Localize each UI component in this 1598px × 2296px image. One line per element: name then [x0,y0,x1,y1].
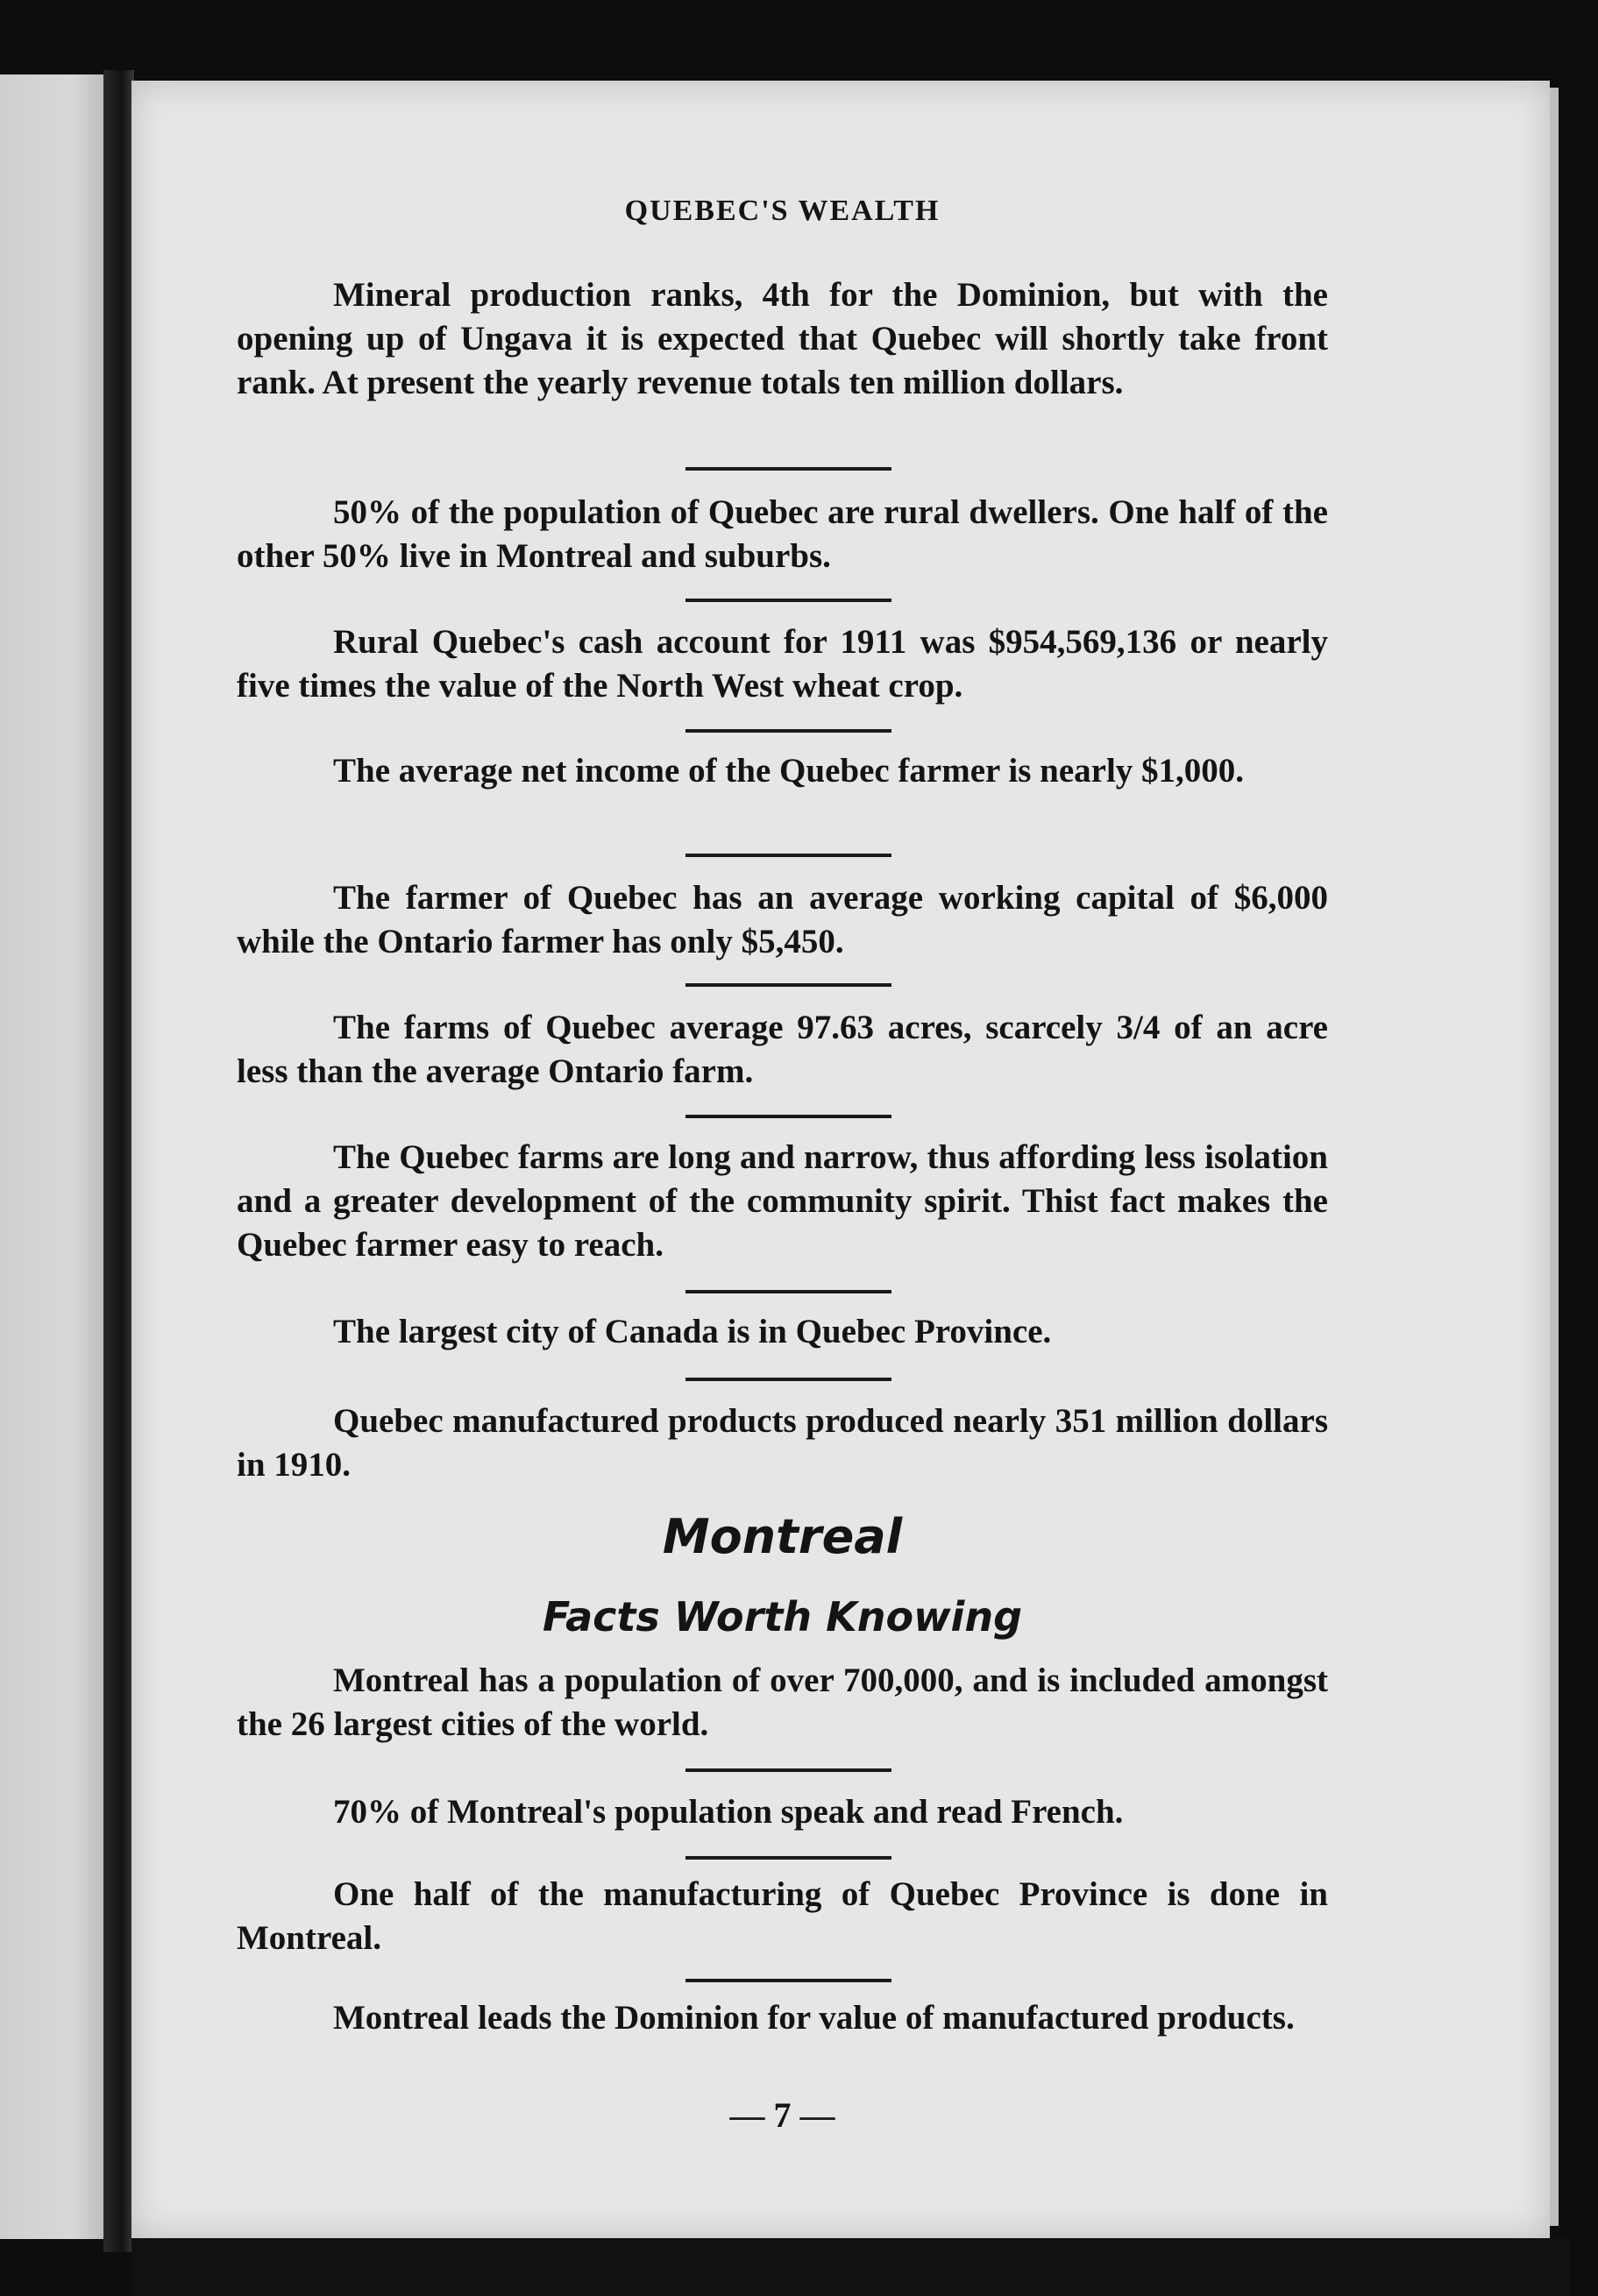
section-title: Montreal [662,1509,903,1564]
paragraph-manufacturing-share: One half of the manufacturing of Quebec Province is done in Montreal. [237,1875,1328,1957]
paragraph-net-income: The average net income of the Quebec farmer is nearly $1,000. [333,752,1245,790]
bottom-shadow [131,2238,1569,2296]
section-subtitle: Facts Worth Knowing [542,1593,1023,1641]
paragraph-montreal-population: Montreal has a population of over 700,000, and is included amongst the 26 largest cities of the world. [237,1662,1328,1743]
divider-rule [685,1115,891,1118]
left-page-edge [0,74,103,2239]
paragraph-mineral: Mineral production ranks, 4th for the Dominion, but with the opening up of Ungava it is expected that Quebec will shortly take front rank. At present the yearly revenue totals ten million dollars. [237,276,1328,401]
book-gutter [103,70,134,2252]
divider-rule [685,983,891,987]
page-right-edge [1550,88,1559,2226]
divider-rule [685,599,891,602]
paragraph-population: 50% of the population of Quebec are rural dwellers. One half of the other 50% live in Montreal and suburbs. [237,493,1328,575]
divider-rule [685,1768,891,1772]
paragraph-working-capital: The farmer of Quebec has an average working capital of $6,000 while the Ontario farmer has only $5,450. [237,879,1328,960]
divider-rule [685,1979,891,1982]
divider-rule [685,854,891,857]
divider-rule [685,467,891,471]
paragraph-manufactured-products: Quebec manufactured products produced nearly 351 million dollars in 1910. [237,1402,1328,1484]
paragraph-manufactured-value: Montreal leads the Dominion for value of manufactured products. [333,1999,1295,2037]
divider-rule [685,1856,891,1860]
paragraph-largest-city: The largest city of Canada is in Quebec Province. [333,1313,1052,1350]
paragraph-farm-acreage: The farms of Quebec average 97.63 acres, scarcely 3/4 of an acre less than the average Ontario farm. [237,1009,1328,1090]
divider-rule [685,1378,891,1381]
divider-rule [685,729,891,733]
paragraph-farm-shape: The Quebec farms are long and narrow, thus affording less isolation and a greater development of the community spirit. Thist fact makes the Quebec farmer easy to reach. [237,1138,1328,1264]
divider-rule [685,1290,891,1293]
paragraph-cash-account: Rural Quebec's cash account for 1911 was $954,569,136 or nearly five times the value of the North West wheat crop. [237,623,1328,705]
page-number: — 7 — [729,2095,835,2135]
paragraph-french-speakers: 70% of Montreal's population speak and read French. [333,1793,1124,1831]
running-head: QUEBEC'S WEALTH [624,195,941,227]
